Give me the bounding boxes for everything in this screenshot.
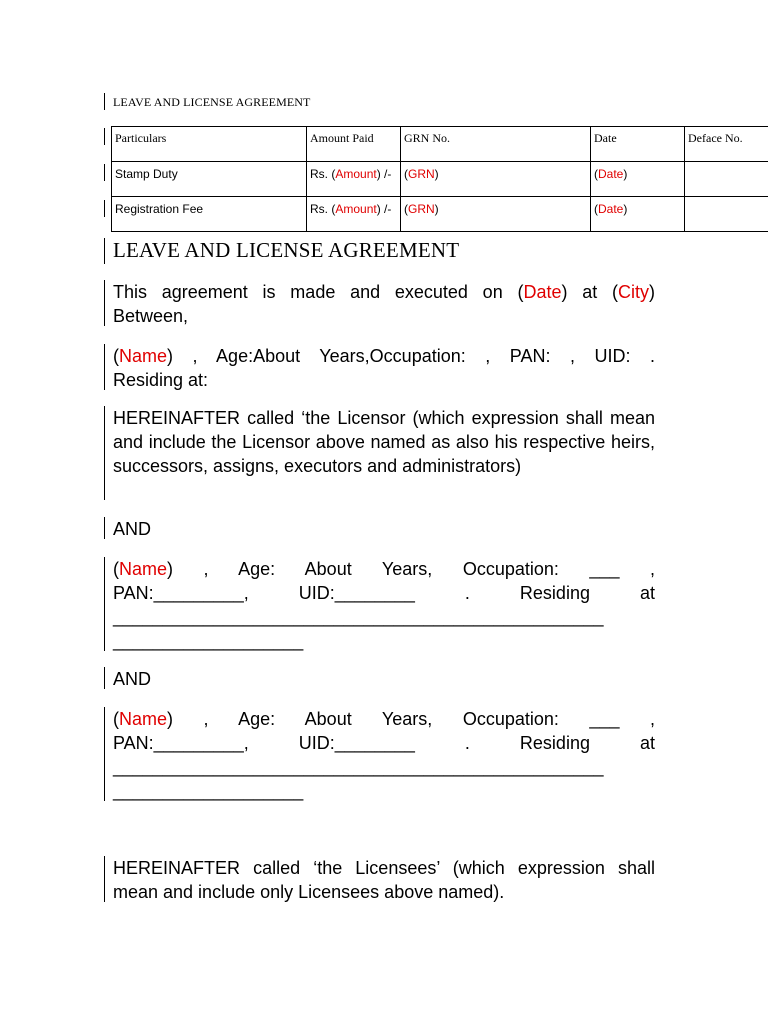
blank-line: _________________________________________________ [113, 607, 604, 627]
blank-line: _________________________________________________ [113, 757, 604, 777]
column-header: Deface No. [685, 127, 768, 162]
column-header: Particulars [112, 127, 307, 162]
name-placeholder: Name [119, 346, 168, 366]
name-placeholder: Name [119, 709, 168, 729]
date-cell: (Date) [591, 197, 685, 232]
amount-cell: Rs. (Amount) /- [307, 197, 401, 232]
licensees-clause: HEREINAFTER called ‘the Licensees’ (which expression shall mean and include only Licensees above named). [113, 858, 655, 902]
licensee-details [113, 557, 655, 653]
amount-placeholder: Amount [335, 202, 377, 216]
grn-placeholder: GRN [408, 167, 435, 181]
licensee-pan-line: PAN:_________, UID:________ . Residing at [113, 583, 655, 603]
and-separator: AND [113, 519, 152, 539]
margin-bar [104, 517, 105, 539]
margin-bar [104, 707, 105, 801]
margin-bar [104, 128, 105, 145]
table-row [112, 197, 768, 232]
margin-bar [104, 406, 105, 500]
margin-bar [104, 200, 105, 217]
fee-table [111, 126, 768, 232]
intro-paragraph [113, 280, 655, 328]
grn-cell: (GRN) [401, 162, 591, 197]
blank-line: ___________________ [113, 781, 304, 801]
licensor-details [113, 344, 655, 392]
intro-line: This agreement is made and executed on (Date) at (City) [113, 282, 655, 302]
agreement-title: LEAVE AND LICENSE AGREEMENT [113, 238, 460, 262]
date-placeholder: Date [523, 282, 562, 302]
margin-bar [104, 344, 105, 390]
particular-cell: Registration Fee [112, 197, 307, 232]
particular-cell: Stamp Duty [112, 162, 307, 197]
table-header-row [112, 127, 768, 162]
amount-cell: Rs. (Amount) /- [307, 162, 401, 197]
grn-cell: (GRN) [401, 197, 591, 232]
date-cell: (Date) [591, 162, 685, 197]
margin-bar [104, 164, 105, 181]
margin-bar [104, 667, 105, 689]
between-text: Between, [113, 306, 189, 326]
deface-cell [685, 162, 768, 197]
licensee-line: (Name) , Age: About Years, Occupation: ___ , [113, 709, 655, 729]
column-header: Date [591, 127, 685, 162]
deface-cell [685, 197, 768, 232]
document-header: LEAVE AND LICENSE AGREEMENT [113, 95, 311, 109]
margin-bar [104, 856, 105, 902]
date-placeholder: Date [598, 202, 624, 216]
and-separator: AND [113, 669, 152, 689]
licensee-details [113, 707, 655, 803]
date-placeholder: Date [598, 167, 624, 181]
margin-bar [104, 557, 105, 651]
column-header: GRN No. [401, 127, 591, 162]
margin-bar [104, 238, 105, 264]
grn-placeholder: GRN [408, 202, 435, 216]
blank-line: ___________________ [113, 631, 304, 651]
licensee-line: (Name) , Age: About Years, Occupation: ___ , [113, 559, 655, 579]
name-placeholder: Name [119, 559, 168, 579]
licensor-clause: HEREINAFTER called ‘the Licensor (which expression shall mean and include the Licensor above named as also his respective heirs, successors, assigns, executors and administrators) [113, 408, 655, 476]
licensor-line: (Name) , Age:About Years,Occupation: , PAN: , UID: . [113, 346, 655, 366]
table-row [112, 162, 768, 197]
margin-bar [104, 280, 105, 326]
margin-bar [104, 93, 105, 110]
residing-text: Residing at: [113, 370, 209, 390]
amount-placeholder: Amount [335, 167, 377, 181]
column-header: Amount Paid [307, 127, 401, 162]
licensee-pan-line: PAN:_________, UID:________ . Residing at [113, 733, 655, 753]
city-placeholder: City [618, 282, 649, 302]
